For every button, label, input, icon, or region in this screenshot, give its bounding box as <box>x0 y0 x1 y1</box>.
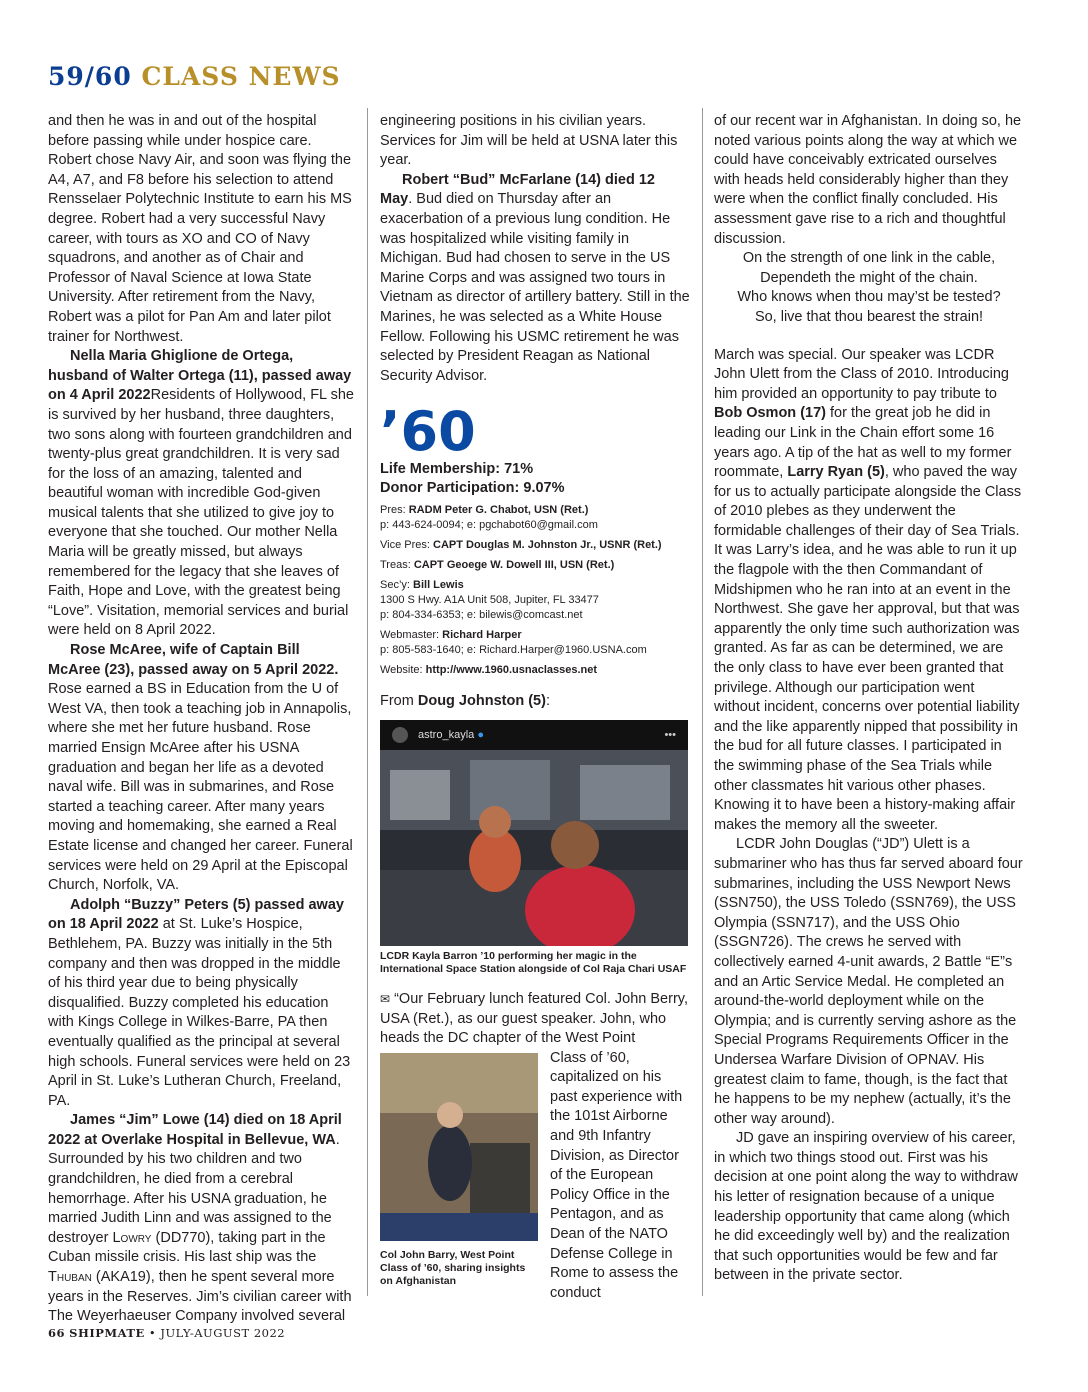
column-2 <box>380 112 690 1299</box>
issue-date: JULY-AUGUST 2022 <box>160 1326 286 1340</box>
photo-handle: astro_kayla <box>418 728 475 741</box>
column-1 <box>48 112 356 1327</box>
magazine-name: SHIPMATE <box>69 1326 145 1340</box>
paragraph: March was special. Our speaker was LCDR John Ulett from the Class of 2010. Introducing him provided an opportunity to pay tribute to Bob Osmon (17) for the great job he did in leading our Link in the Chain effort some 16 years ago. A tip of the hat as well to my former roommate, Larry Ryan (5), who paved the way for us to actually participate alongside the Class of 2010 plebes as they underwent the formidable challenges of their day of Sea Trials. It was Larry’s idea, and he was able to run it up the flagpole with the then Commandant of Midshipmen who he ran into at an event in the Northwest. She gave her approval, but that was apparently the only time such authorization was granted. As far as can be determined, we are the only class to have ever been granted that privilege. Although our participation went without incident, concerns over potential liability and the like apparently nipped that possibility in the bud for all future classes. I participated in the swimming phase of the Sea Trials while other classmates hit various other phases. Knowing it to have been a history-making affair makes the memory all the sweeter. <box>714 346 1022 833</box>
page-title <box>48 62 341 91</box>
officer-vp: Vice Pres: CAPT Douglas M. Johnston Jr., USNR (Ret.) <box>380 539 662 552</box>
paragraph: and then he was in and out of the hospital before passing while under hospice care. Robert chose Navy Air, and soon was flying the A4, A7, and F8 before his selection to attend Rensselaer Polytechnic Institute to earn his MS degree. Robert had a very successful Navy career, with tours as XO and CO of Navy squadrons, and another as of Chair and Professor of Naval Science at Iowa State University. After retirement from the Navy, Robert was a pilot for Pan Am and later pilot trainer for Northwest. <box>48 113 352 345</box>
paragraph: JD gave an inspiring overview of his career, in which two things stood out. First was his decision at one point along the way to withdraw his letter of resignation because of a unique leadership opportunity that came along (which he did exceedingly well by) and the realization that such opportunities would be few and far between in the private sector. <box>714 1130 1018 1284</box>
from-line: From Doug Johnston (5): <box>380 693 550 710</box>
paragraph: LCDR John Douglas (“JD”) Ulett is a submariner who has thus far served aboard four submarines, including the USS Newport News (SSN750), the USS Toledo (SSN769), the USS Olympia (SSN717), and the USS Ohio (SSGN726). The crews he served with collectively earned 4-unit awards, 2 Battle “E”s and an Artic Service Medal. He completed an around-the-world deployment while on the Olympia; and is currently serving ashore as the Special Programs Requirements Officer in the Undersea Warfare Division of OPNAV. His greatest claim to fame, though, is the fact that he happens to be my nephew (actually, it’s the other way around). <box>714 836 1023 1127</box>
officer-treas: Treas: CAPT Geoege W. Dowell III, USN (Ret.) <box>380 559 615 572</box>
obituary-heading: Adolph “Buzzy” Peters (5) passed away on 18 April 2022 <box>48 896 344 933</box>
paragraph: of our recent war in Afghanistan. In doing so, he noted various points along the way at which we could have conceivably extricated ourselves with heads held considerably higher than they were when the conflict finally concluded. His assessment gave rise to a rich and thoughtful discussion. <box>714 113 1022 247</box>
photo-caption: Col John Barry, West Point Class of ’60, sharing insights on Afghanistan <box>380 1248 526 1287</box>
space-station-photo <box>380 720 688 946</box>
photo-post-header: astro_kayla ● ••• <box>380 720 688 750</box>
ship-name: Thuban <box>48 1269 92 1286</box>
avatar <box>392 727 408 743</box>
obituary-heading: James “Jim” Lowe (14) died on 18 April 2022 at Overlake Hospital in Bellevue, WA <box>48 1112 342 1148</box>
column-divider <box>367 108 368 1296</box>
envelope-icon: ✉ <box>380 991 391 1006</box>
page-number: 66 <box>48 1326 66 1340</box>
donor-participation: Donor Participation: 9.07% <box>380 480 565 497</box>
poem-line: Dependeth the might of the chain. <box>760 269 978 286</box>
poem-line: Who knows when thou may’st be tested? <box>737 289 1001 306</box>
speaker-photo <box>380 1053 538 1241</box>
ship-name: Lowry <box>112 1229 152 1246</box>
paragraph: engineering positions in his civilian years. Services for Jim will be held at USNA later this year. <box>380 113 678 169</box>
poem-line: So, live that thou bearest the strain! <box>754 308 984 325</box>
paragraph: Adolph “Buzzy” Peters (5) passed away on 18 April 2022 at St. Luke’s Hospice, Bethlehem, PA. Buzzy was initially in the 5th company and then was dropped in the middle of his third year due to being physically disqualified. Buzzy completed his education with Kings College in Wilkes-Barre, PA then eventually qualified as the principal at several high schools. Funeral services were held on 23 April in St. Luke’s Lutheran Church, Freeland, PA. <box>48 896 351 1109</box>
paragraph: Robert “Bud” McFarlane (14) died 12 May. Bud died on Thursday after an exacerbation of a previous lung condition. He was hospitalized while visiting family in Michigan. Bud had chosen to serve in the US Marine Corps and was assigned two tours in Vietnam as director of artillery battery. Still in the Marines, he was selected as a White House Fellow. Following his USMC retirement he was selected by President Reagan as National Security Advisor. <box>380 171 690 384</box>
obituary-heading: Rose McAree, wife of Captain Bill McAree (23), passed away on 5 April 2022. <box>48 642 339 678</box>
photo-image <box>380 750 688 946</box>
page-footer: 66 SHIPMATE • JULY-AUGUST 2022 <box>48 1326 286 1340</box>
column-divider <box>702 108 703 1296</box>
officer-webmaster: Webmaster: Richard Harper p: 805-583-1640; e: Richard.Harper@1960.USNA.com <box>380 629 647 657</box>
website: Website: http://www.1960.usnaclasses.net <box>380 664 598 677</box>
life-membership: Life Membership: 71% <box>380 461 534 478</box>
paragraph: ✉ “Our February lunch featured Col. John Berry, USA (Ret.), as our guest speaker. John, who heads the DC chapter of the West Point <box>380 990 688 1047</box>
photo-caption: LCDR Kayla Barron ’10 performing her magic in the International Space Station alongside of Col Raja Chari USAF <box>380 949 687 975</box>
class-number: 59/60 <box>48 62 132 91</box>
officer-secy: Sec’y: Bill Lewis 1300 S Hwy. A1A Unit 508, Jupiter, FL 33477 p: 804-334-6353; e: bilewis@comcast.net <box>380 579 599 622</box>
paragraph: Nella Maria Ghiglione de Ortega, husband of Walter Ortega (11), passed away on 4 April 2022Residents of Hollywood, FL she is survived by her husband, three daughters, two sons along with fourteen grandchildren and twenty-plus great grandchildren. It is very sad for the loss of an amazing, talented and beautiful woman with incredible God-given musical talents that she utilized to give joy to everyone that she touched. Our mother Nella Maria will be greatly missed, but always remembered for the legacy that she leaves of Faith, Hope and Love, with the greatest being “Love”. Visitation, memorial services and burial were held on 8 April 2022. <box>48 348 354 639</box>
poem-line: On the strength of one link in the cable, <box>742 250 996 267</box>
paragraph: Rose McAree, wife of Captain Bill McAree (23), passed away on 5 April 2022. Rose earned a BS in Education from the U of West VA, then took a teaching job in Annapolis, where she met her future husband. Rose married Ensign McAree after his USNA graduation and began her life as a devoted naval wife. Bill was in submarines, and Rose started a teaching career. After many years moving and homemaking, she earned a Real Estate license and changed her career. Funeral services were held on 29 April at the Episcopal Church, Norfolk, VA. <box>48 642 353 894</box>
section-title: CLASS NEWS <box>141 62 341 91</box>
photo-wrap-area <box>380 1049 690 1299</box>
officer-pres: Pres: RADM Peter G. Chabot, USN (Ret.) p: 443-624-0094; e: pgchabot60@gmail.com <box>380 504 598 532</box>
column-3 <box>714 112 1024 1286</box>
obituary-heading: Nella Maria Ghiglione de Ortega, husband of Walter Ortega (11), passed away on 4 April 2022 <box>48 348 352 404</box>
class-year-heading: ’60 <box>380 400 476 464</box>
more-icon: ••• <box>664 728 676 741</box>
website-link[interactable]: http://www.1960.usnaclasses.net <box>425 664 598 677</box>
obituary-heading: Robert “Bud” McFarlane (14) died 12 May <box>380 171 655 208</box>
wrapped-text: Class of ’60, capitalized on his past experience with the 101st Airborne and 9th Infantry Division, as Director of the European Policy Office in the Pentagon, and as Dean of the NATO Defense College in Rome to assess the conduct <box>550 1049 683 1301</box>
paragraph: James “Jim” Lowe (14) died on 18 April 2022 at Overlake Hospital in Bellevue, WA. Surrounded by his two children and two grandchildren, he died from a cerebral hemorrhage. After his USNA graduation, he married Judith Linn and was assigned to the destroyer Lowry (DD770), taking part in the Cuban missile crisis. His last ship was the Thuban (AKA19), then he spent several more years in the Reserves. Jim’s civilian career with The Weyerhaeuser Company involved several <box>48 1112 352 1325</box>
